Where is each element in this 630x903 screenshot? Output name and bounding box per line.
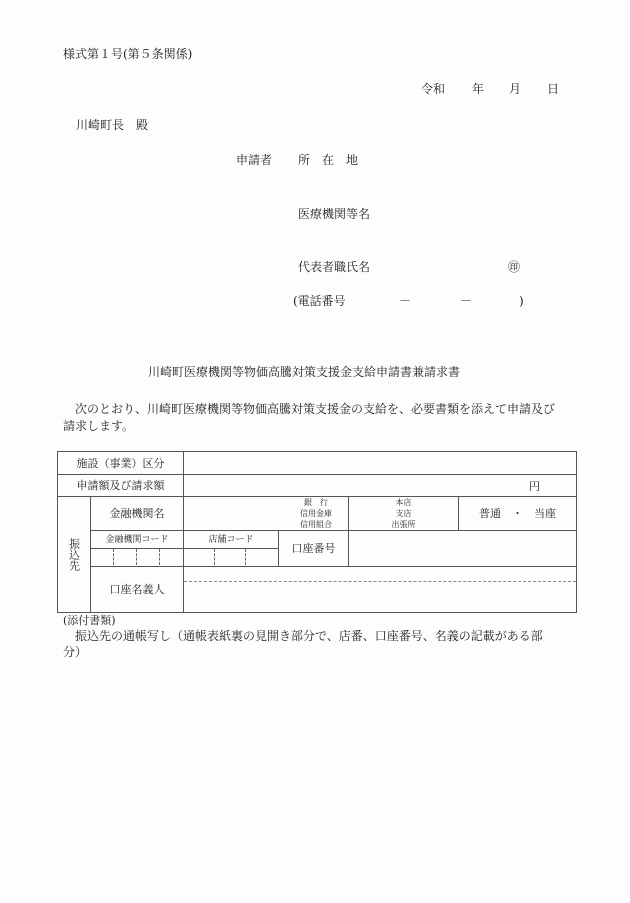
table-border-right [576,451,577,613]
bank-name-input[interactable] [184,497,284,530]
institution-label: 医療機関等名 [298,207,371,221]
date-day: 日 [547,82,560,96]
date-month: 月 [509,82,522,96]
transfer-label-text: 振込先 [67,538,81,571]
phone-close: ) [519,294,524,308]
bank-type-shinkin[interactable]: 信用金庫 [300,509,332,518]
table-border-bottom [57,612,577,613]
phone-separator-1: － [399,294,412,308]
branch-type-options[interactable] [349,497,458,530]
bank-type-bank[interactable]: 銀 行 [304,498,328,507]
branch-code-label: 店舗コード [208,534,254,545]
bank-name-label: 金融機関名 [109,507,165,520]
account-number-label: 口座番号 [291,542,336,555]
account-type-options[interactable]: 普通 ・ 当座 [479,507,556,520]
address-label: 所 在 地 [298,153,359,167]
branch-type-branch[interactable]: 支店 [395,509,412,518]
attachments-heading: (添付書類) [63,614,116,627]
amount-label: 申請額及び請求額 [76,479,165,492]
bank-code-label: 金融機関コード [105,534,169,545]
document-title: 川崎町医療機関等物価高騰対策支援金支給申請書兼請求書 [148,365,461,379]
branch-type-main[interactable]: 本店 [395,498,412,507]
bank-code-input[interactable] [91,549,183,566]
representative-label: 代表者職氏名 [298,260,371,274]
phone-label: (電話番号 [293,294,346,308]
bank-type-kumiai[interactable]: 信用組合 [300,520,332,529]
branch-type-office[interactable]: 出張所 [391,520,416,529]
attachments-item: 振込先の通帳写し（通帳表紙裏の見開き部分で、店番、口座番号、名義の記載がある部分） [63,629,543,659]
bank-type-options[interactable] [284,497,348,530]
account-holder-label: 口座名義人 [109,583,165,596]
amount-unit: 円 [529,480,540,493]
date-year: 年 [472,82,485,96]
phone-separator-2: － [460,294,473,308]
branch-code-input[interactable] [184,549,278,566]
body-text: 次のとおり、川崎町医療機関等物価高騰対策支援金の支給を、必要書類を添えて申請及び請求します。 [63,402,556,433]
facility-input[interactable] [184,452,576,474]
account-number-input[interactable] [349,531,576,566]
facility-label: 施設（事業）区分 [76,456,165,470]
account-holder-input[interactable] [184,567,576,612]
amount-input[interactable] [184,475,524,496]
form-number: 様式第１号(第５条関係) [63,47,193,61]
applicant-label: 申請者 [236,153,273,167]
transfer-label [58,497,90,612]
date-era: 令和 [421,82,446,96]
addressee: 川崎町長 殿 [76,118,149,132]
seal-icon: ㊞ [508,260,521,274]
